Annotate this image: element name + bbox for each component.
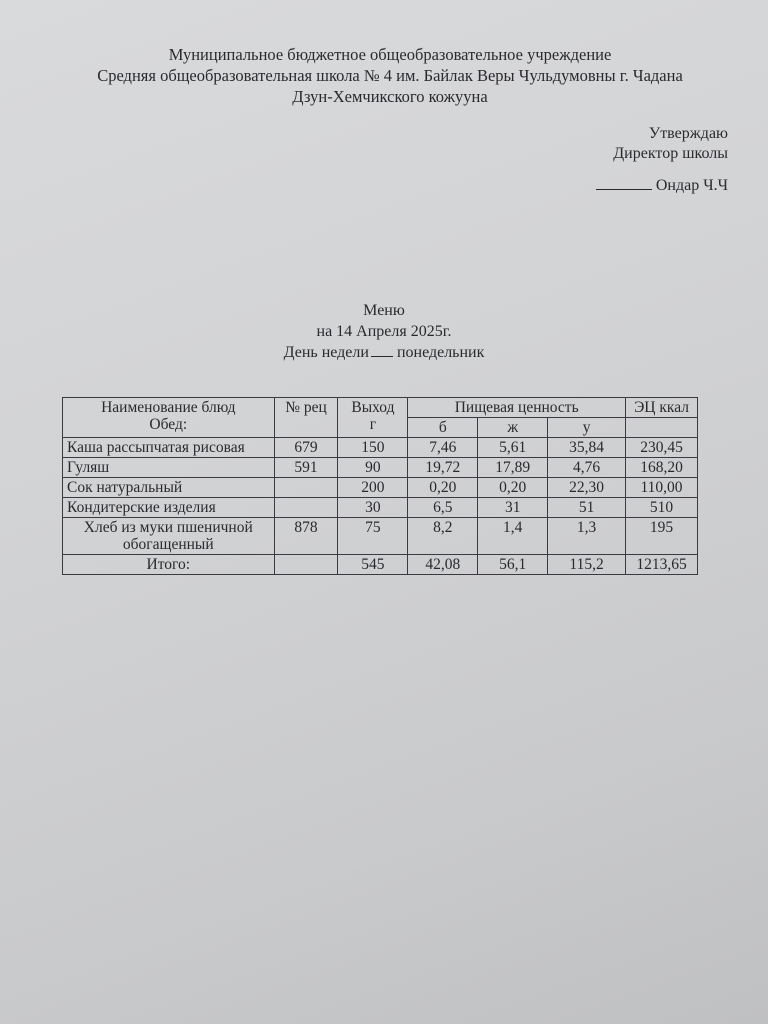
menu-date: на 14 Апреля 2025г. [316,323,452,340]
protein-value: 8,2 [408,518,478,555]
total-energy: 1213,65 [626,555,698,575]
header-recipe-number: № рец [274,398,338,438]
menu-title-block [0,300,768,363]
dish-name: Хлеб из муки пшеничной обогащенный [63,518,275,555]
header-line-1: Муниципальное бюджетное общеобразовательное учреждение [168,45,612,64]
carbs-value: 35,84 [548,438,626,458]
school-header [60,44,720,107]
carbs-value: 51 [548,498,626,518]
director-name: Ондар Ч.Ч [655,177,728,194]
energy-value: 110,00 [626,478,698,498]
signature-blank [596,189,652,190]
weekday-underline [371,356,393,357]
header-protein: б [408,418,478,438]
table-row [63,498,698,518]
dish-name: Сок натуральный [63,478,275,498]
fat-value: 5,61 [478,438,548,458]
fat-value: 17,89 [478,458,548,478]
recipe-number: 679 [274,438,338,458]
weekday-value: понедельник [396,344,485,361]
header-energy: ЭЦ ккал [626,398,698,418]
carbs-value: 1,3 [548,518,626,555]
total-label: Итого: [63,555,275,575]
yield-value: 30 [338,498,408,518]
menu-weekday [0,342,768,363]
header-energy-blank [626,418,698,438]
fat-value: 1,4 [478,518,548,555]
total-recipe [274,555,338,575]
energy-value: 195 [626,518,698,555]
recipe-number [274,498,338,518]
director-position: Директор школы [613,145,728,162]
header-line-2: Средняя общеобразовательная школа № 4 им. Байлак Веры Чульдумовны г. Чадана [97,66,683,85]
protein-value: 0,20 [408,478,478,498]
approve-label: Утверждаю [648,125,728,142]
table-row [63,438,698,458]
yield-value: 150 [338,438,408,458]
table-row [63,478,698,498]
header-nutrition: Пищевая ценность [408,398,626,418]
menu-table [62,397,698,575]
yield-value: 200 [338,478,408,498]
energy-value: 168,20 [626,458,698,478]
dish-name: Гуляш [63,458,275,478]
header-line-3: Дзун-Хемчикского кожууна [292,87,488,106]
carbs-value: 22,30 [548,478,626,498]
total-row [63,555,698,575]
recipe-number [274,478,338,498]
approval-block [596,124,728,196]
carbs-value: 4,76 [548,458,626,478]
total-carbs: 115,2 [548,555,626,575]
energy-value: 230,45 [626,438,698,458]
table-row [63,458,698,478]
yield-value: 75 [338,518,408,555]
dish-name: Каша рассыпчатая рисовая [63,438,275,458]
menu-title: Меню [363,302,405,319]
protein-value: 19,72 [408,458,478,478]
header-dish-name: Наименование блюд Обед: [63,398,275,438]
dish-name: Кондитерские изделия [63,498,275,518]
yield-value: 90 [338,458,408,478]
total-fat: 56,1 [478,555,548,575]
signature-line [596,176,728,196]
protein-value: 7,46 [408,438,478,458]
fat-value: 31 [478,498,548,518]
recipe-number: 591 [274,458,338,478]
total-yield: 545 [338,555,408,575]
header-yield: Выход г [338,398,408,438]
header-carbs: у [548,418,626,438]
table-row [63,518,698,555]
header-fat: ж [478,418,548,438]
recipe-number: 878 [274,518,338,555]
total-protein: 42,08 [408,555,478,575]
fat-value: 0,20 [478,478,548,498]
weekday-label: День недели [283,344,369,361]
protein-value: 6,5 [408,498,478,518]
energy-value: 510 [626,498,698,518]
